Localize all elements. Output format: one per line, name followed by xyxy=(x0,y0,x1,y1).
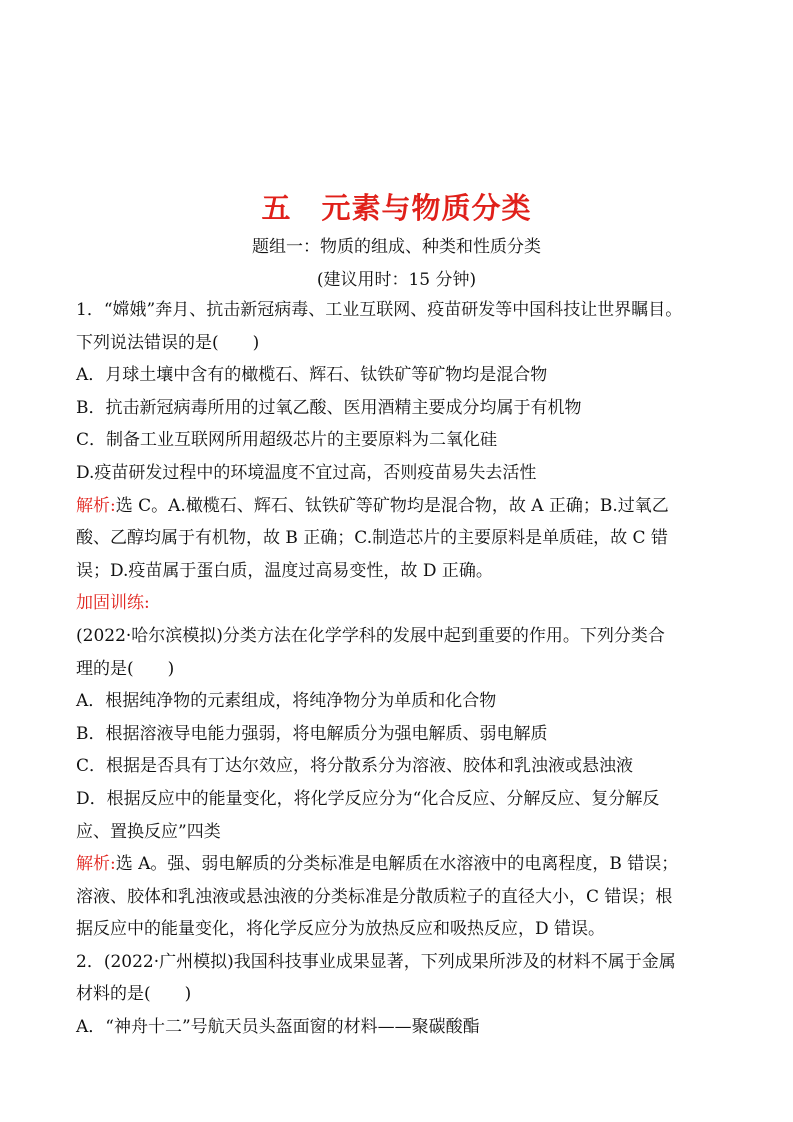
reinforce-option-a: A．根据纯净物的元素组成，将纯净物分为单质和化合物 xyxy=(76,691,497,712)
reinforce-option-b: B．根据溶液导电能力强弱，将电解质分为强电解质、弱电解质 xyxy=(76,723,548,744)
reinforce-analysis-line3: 据反应中的能量变化，将化学反应分为放热反应和吸热反应，D 错误。 xyxy=(76,919,606,940)
reinforce-option-d-line1: D．根据反应中的能量变化，将化学反应分为“化合反应、分解反应、复分解反 xyxy=(76,788,660,809)
q1-option-d: D.疫苗研发过程中的环境温度不宜过高，否则疫苗易失去活性 xyxy=(76,462,537,483)
q1-analysis-line1 xyxy=(76,490,726,523)
q1-option-b: B．抗击新冠病毒所用的过氧乙酸、医用酒精主要成分均属于有机物 xyxy=(76,397,582,418)
q1-analysis-line3: 误；D.疫苗属于蛋白质，温度过高易变性，故 D 正确。 xyxy=(76,560,493,581)
q2-option-a: A．“神舟十二”号航天员头盔面窗的材料——聚碳酸酯 xyxy=(76,1017,480,1038)
q1-analysis-line2: 酸、乙醇均属于有机物，故 B 正确；C.制造芯片的主要原料是单质硅，故 C 错 xyxy=(76,528,668,549)
reinforce-stem-line2: 理的是( ) xyxy=(76,658,175,679)
page-title: 五 元素与物质分类 xyxy=(261,191,532,225)
reinforce-analysis-line1 xyxy=(76,848,726,881)
reinforce-label: 加固训练: xyxy=(76,593,150,614)
reinforce-option-d-line2: 应、置换反应”四类 xyxy=(76,821,221,842)
q1-option-c: C．制备工业互联网所用超级芯片的主要原料为二氧化硅 xyxy=(76,430,498,451)
reinforce-analysis-text: 选 A。强、弱电解质的分类标准是电解质在水溶液中的电离程度，B 错误； xyxy=(115,854,679,875)
analysis-label: 解析: xyxy=(76,854,116,875)
q2-stem-line1: 2．(2022·广州模拟)我国科技事业成果显著，下列成果所涉及的材料不属于金属 xyxy=(76,951,676,972)
time-hint: (建议用时：15 分钟) xyxy=(316,270,477,290)
reinforce-stem-line1: (2022·哈尔滨模拟)分类方法在化学学科的发展中起到重要的作用。下列分类合 xyxy=(76,625,665,646)
q1-option-a: A．月球土壤中含有的橄榄石、辉石、钛铁矿等矿物均是混合物 xyxy=(76,365,548,386)
q1-stem-line2: 下列说法错误的是( ) xyxy=(76,332,260,353)
reinforce-option-c: C．根据是否具有丁达尔效应，将分散系分为溶液、胶体和乳浊液或悬浊液 xyxy=(76,756,634,777)
content-body xyxy=(76,294,726,1044)
section-subtitle: 题组一：物质的组成、种类和性质分类 xyxy=(252,237,541,257)
q2-stem-line2: 材料的是( ) xyxy=(76,984,192,1005)
reinforce-analysis-line2: 溶液、胶体和乳浊液或悬浊液的分类标准是分散质粒子的直径大小，C 错误；根 xyxy=(76,886,673,907)
q1-analysis-text: 选 C。A.橄榄石、辉石、钛铁矿等矿物均是混合物，故 A 正确；B.过氧乙 xyxy=(115,495,669,516)
analysis-label: 解析: xyxy=(76,495,116,516)
q1-stem-line1: 1．“嫦娥”奔月、抗击新冠病毒、工业互联网、疫苗研发等中国科技让世界瞩目。 xyxy=(76,300,683,320)
